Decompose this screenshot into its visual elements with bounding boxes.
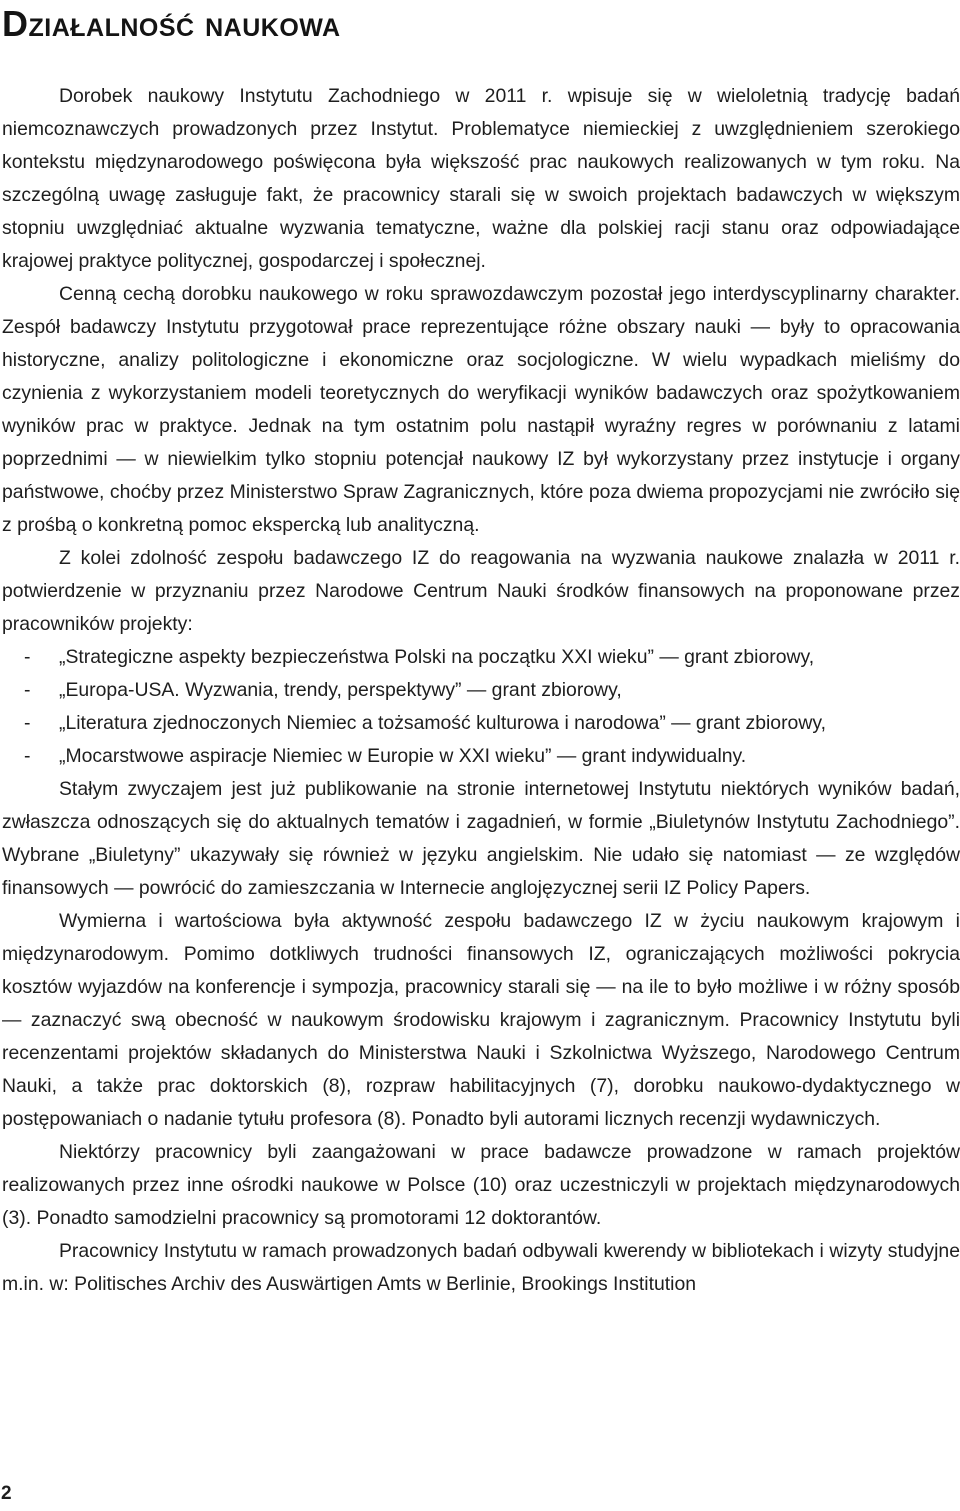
page-title: Działalność naukowa <box>2 3 341 44</box>
paragraph: Stałym zwyczajem jest już publikowanie na stronie internetowej Instytutu niektórych wyników badań, zwłaszcza odnoszących się do aktualnych tematów i zagadnień, w formie „Biuletynów Instytutu Zachodniego”. Wybrane „Biuletyny” ukazywały się również w języku angielskim. Nie udało się natomiast — ze względów finansowych — powrócić do zamieszczania w Internecie anglojęzycznej serii IZ Policy Papers. <box>2 778 960 899</box>
list-dash: - <box>24 646 31 668</box>
list-dash: - <box>24 679 31 701</box>
paragraph: Wymierna i wartościowa była aktywność zespołu badawczego IZ w życiu naukowym krajowym i międzynarodowym. Pomimo dotkliwych trudności finansowych IZ, ograniczających możliwości pokrycia kosztów wyjazdów na konferencje i sympozja, pracownicy starali się — na ile to było możliwe i w różny sposób — zaznaczyć swą obecność w naukowym środowisku krajowym i zagranicznym. Pracownicy Instytutu byli recenzentami projektów składanych do Ministerstwa Nauki i Szkolnictwa Wyższego, Narodowego Centrum Nauki, a także prac doktorskich (8), rozpraw habilitacyjnych (7), dorobku naukowo-dydaktycznego w postępowaniach o nadanie tytułu profesora (8). Ponadto byli autorami licznych recenzji wydawniczych. <box>2 910 960 1130</box>
list-dash: - <box>24 745 31 767</box>
page-number: 2 <box>1 1483 12 1504</box>
grant-title: „Europa-USA. Wyzwania, trendy, perspektywy” — grant zbiorowy, <box>59 679 622 701</box>
grant-list-item <box>2 707 960 740</box>
grant-title: „Literatura zjednoczonych Niemiec a tożsamość kulturowa i narodowa” — grant zbiorowy, <box>59 712 826 734</box>
paragraph: Pracownicy Instytutu w ramach prowadzonych badań odbywali kwerendy w bibliotekach i wizyty studyjne m.in. w: Politisches Archiv des Auswärtigen Amts w Berlinie, Brookings Institution <box>2 1240 960 1295</box>
paragraph: Z kolei zdolność zespołu badawczego IZ do reagowania na wyzwania naukowe znalazła w 2011 r. potwierdzenie w przyznaniu przez Narodowe Centrum Nauki środków finansowych na proponowane przez pracowników projekty: <box>2 547 960 635</box>
grant-title: „Mocarstwowe aspiracje Niemiec w Europie w XXI wieku” — grant indywidualny. <box>59 745 747 767</box>
paragraph: Niektórzy pracownicy byli zaangażowani w prace badawcze prowadzone w ramach projektów realizowanych przez inne ośrodki naukowe w Polsce (10) oraz uczestniczyli w projektach międzynarodowych (3). Ponadto samodzielni pracownicy są promotorami 12 doktorantów. <box>2 1141 960 1229</box>
list-dash: - <box>24 712 31 734</box>
grant-list <box>2 641 960 773</box>
grant-list-item <box>2 641 960 674</box>
paragraph: Cenną cechą dorobku naukowego w roku sprawozdawczym pozostał jego interdyscyplinarny charakter. Zespół badawczy Instytutu przygotował prace reprezentujące różne obszary nauki — były to opracowania historyczne, analizy politologiczne i ekonomiczne oraz socjologiczne. W wielu wypadkach mieliśmy do czynienia z wykorzystaniem modeli teoretycznych do weryfikacji wyników badawczych oraz spożytkowaniem wyników prac w praktyce. Jednak na tym ostatnim polu nastąpił wyraźny regres w porównaniu z latami poprzednimi — w niewielkim tylko stopniu potencjał naukowy IZ był wykorzystany przez instytucje i organy państwowe, choćby przez Ministerstwo Spraw Zagranicznych, które poza dwiema propozycjami nie zwróciło się z prośbą o konkretną pomoc ekspercką lub analityczną. <box>2 283 960 536</box>
article-body <box>2 80 960 1301</box>
paragraph: Dorobek naukowy Instytutu Zachodniego w 2011 r. wpisuje się w wieloletnią tradycję badań niemcoznawczych prowadzonych przez Instytut. Problematyce niemieckiej z uwzględnieniem szerokiego kontekstu międzynarodowego poświęcona była większość prac naukowych realizowanych w tym roku. Na szczególną uwagę zasługuje fakt, że pracownicy starali się w swoich projektach badawczych w większym stopniu uwzględniać aktualne wyzwania tematyczne, ważne dla polskiej racji stanu oraz odpowiadające krajowej praktyce politycznej, gospodarczej i społecznej. <box>2 85 960 272</box>
grant-list-item <box>2 674 960 707</box>
grant-list-item <box>2 740 960 773</box>
grant-title: „Strategiczne aspekty bezpieczeństwa Polski na początku XXI wieku” — grant zbiorowy, <box>59 646 815 668</box>
